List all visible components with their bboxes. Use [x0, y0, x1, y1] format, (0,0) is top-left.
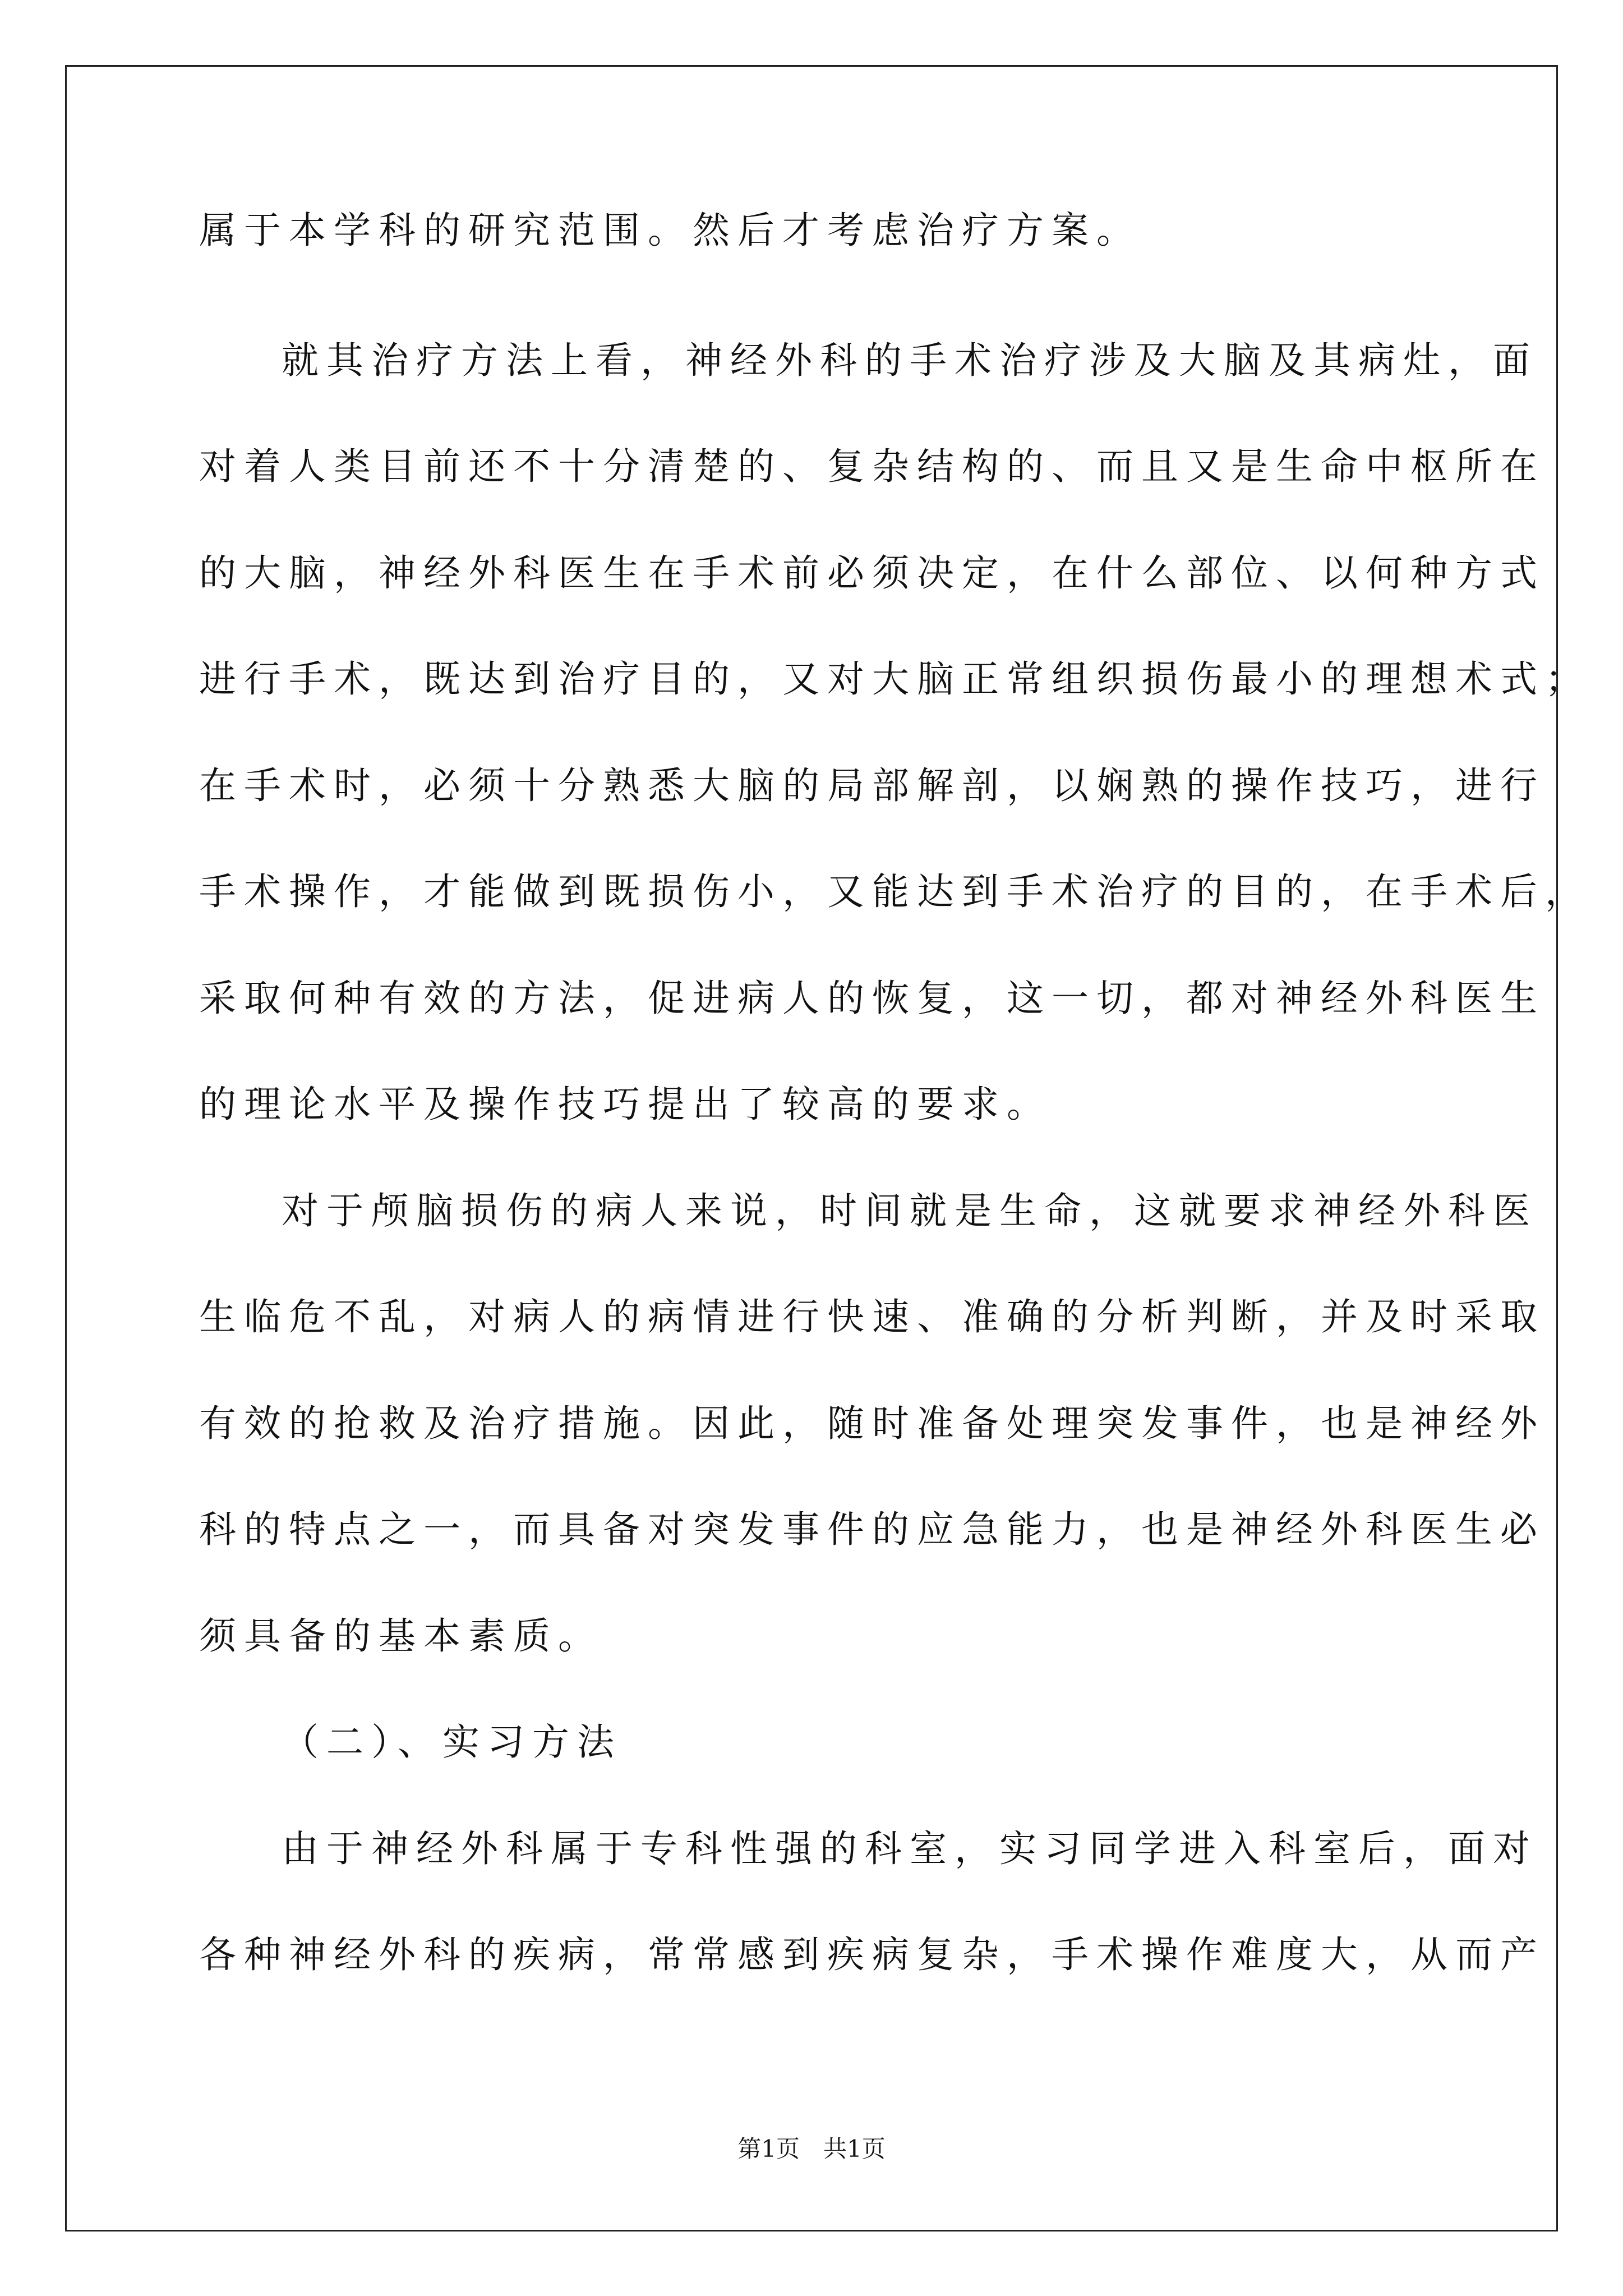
text-line: 对于颅脑损伤的病人来说，时间就是生命，这就要求神经外科医 — [282, 1189, 1538, 1232]
text-line: 属于本学科的研究范围。然后才考虑治疗方案。 — [199, 209, 1141, 252]
text-line: 手术操作，才能做到既损伤小，又能达到手术治疗的目的，在手术后， — [199, 870, 1590, 913]
section-heading: （二）、实习方法 — [282, 1720, 622, 1764]
page-number: 第1页 共1页 — [737, 2135, 886, 2162]
text-line: 进行手术，既达到治疗目的，又对大脑正常组织损伤最小的理想术式； — [199, 657, 1590, 701]
text-line: 须具备的基本素质。 — [199, 1614, 603, 1658]
text-line: 生临危不乱，对病人的病情进行快速、准确的分析判断，并及时采取 — [199, 1295, 1545, 1338]
text-line: 采取何种有效的方法，促进病人的恢复，这一切，都对神经外科医生 — [199, 977, 1545, 1020]
text-line: 的大脑，神经外科医生在手术前必须决定，在什么部位、以何种方式 — [199, 551, 1545, 595]
text-line: 在手术时，必须十分熟悉大脑的局部解剖，以娴熟的操作技巧，进行 — [199, 764, 1545, 807]
text-line: 就其治疗方法上看，神经外科的手术治疗涉及大脑及其病灶，面 — [282, 339, 1538, 382]
text-line: 科的特点之一，而具备对突发事件的应急能力，也是神经外科医生必 — [199, 1508, 1545, 1551]
text-line: 由于神经外科属于专科性强的科室，实习同学进入科室后，面对 — [282, 1827, 1538, 1870]
text-line: 的理论水平及操作技巧提出了较高的要求。 — [199, 1083, 1052, 1126]
text-line: 有效的抢救及治疗措施。因此，随时准备处理突发事件，也是神经外 — [199, 1402, 1545, 1445]
text-line: 对着人类目前还不十分清楚的、复杂结构的、而且又是生命中枢所在 — [199, 445, 1545, 488]
text-line: 各种神经外科的疾病，常常感到疾病复杂，手术操作难度大，从而产 — [199, 1933, 1545, 1976]
page-border — [65, 65, 1558, 2231]
